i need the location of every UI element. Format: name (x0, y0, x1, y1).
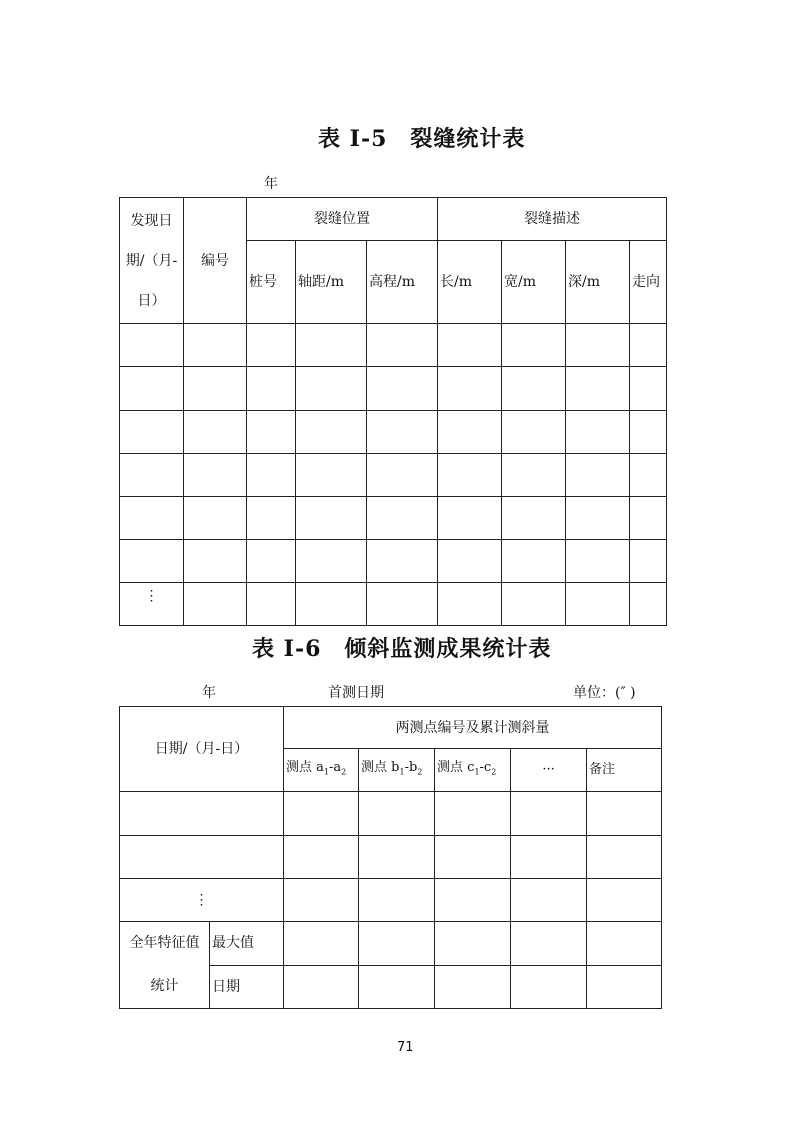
header-width: 宽/m (502, 241, 566, 324)
header-point-b: 测点 $b_1-b_2$ (359, 749, 435, 792)
table-i5-title: 表 I-5 裂缝统计表 (318, 126, 526, 152)
header-group: 两测点编号及累计测斜量 (284, 707, 662, 749)
header-crack-description: 裂缝描述 (438, 198, 667, 241)
ellipsis: ⋮ (120, 583, 184, 626)
table-row (120, 367, 667, 411)
date-label: 日期 (210, 965, 284, 1009)
header-elevation: 高程/m (367, 241, 438, 324)
header-date: 日期/（月-日） (120, 707, 284, 792)
header-point-a: 测点 $a_1-a_2$ (284, 749, 359, 792)
header-crack-position: 裂缝位置 (247, 198, 438, 241)
header-date-3: 日） (137, 292, 166, 309)
table-row (120, 454, 667, 497)
table-row (120, 583, 667, 626)
table-row (120, 836, 662, 879)
header-point-c: 测点 $c_1-c_2$ (435, 749, 511, 792)
table-i6-title: 表 I-6 倾斜监测成果统计表 (252, 636, 552, 662)
table-row (120, 540, 667, 583)
max-label: 最大值 (210, 922, 284, 966)
tilt-monitoring-table (119, 706, 662, 1009)
header-direction: 走向 (630, 241, 667, 324)
header-note: 备注 (587, 749, 662, 792)
header-more: ··· (511, 749, 587, 792)
table-row (120, 411, 667, 454)
crack-statistics-table (119, 197, 667, 626)
header-date-1: 发现日 (130, 212, 173, 229)
header-depth: 深/m (566, 241, 630, 324)
table-row (120, 792, 662, 836)
header-axis-distance: 轴距/m (296, 241, 367, 324)
unit-label: 单位：(″ ) (573, 685, 636, 701)
table-row (120, 497, 667, 540)
first-measure-date-label: 首测日期 (328, 685, 384, 701)
year-label: 年 (202, 685, 216, 701)
header-id: 编号 (184, 198, 247, 324)
year-label: 年 (264, 176, 278, 192)
page-number: 71 (397, 1040, 414, 1055)
annual-stat-1: 全年特征值 (129, 935, 200, 951)
header-date-2: 期/（月- (125, 252, 178, 269)
table-row (120, 879, 662, 922)
ellipsis: ⋮ (120, 879, 284, 922)
table-row (120, 324, 667, 367)
header-stake: 桩号 (247, 241, 296, 324)
annual-stat-2: 统计 (150, 978, 179, 994)
header-length: 长/m (438, 241, 502, 324)
